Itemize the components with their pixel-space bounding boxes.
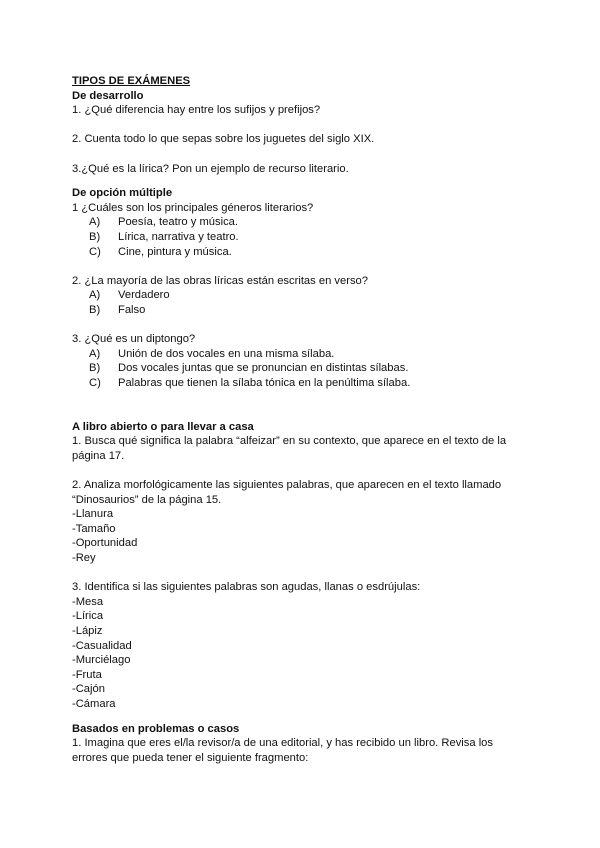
option-label: C) — [89, 245, 101, 258]
option-text: Cine, pintura y música. — [118, 245, 232, 258]
option-item — [72, 376, 512, 391]
section-heading-libro-abierto: A libro abierto o para llevar a casa — [72, 420, 254, 433]
option-item — [72, 303, 512, 318]
question-multiple-3: 3. ¿Qué es un diptongo? — [72, 333, 196, 346]
option-item — [72, 215, 512, 230]
option-text: Poesía, teatro y música. — [118, 216, 239, 229]
question-problemas-1-line-2: errores que pueda tener el siguiente fragmento: — [72, 751, 309, 764]
question-libro-1-line-1: 1. Busca qué significa la palabra “alfeizar” en su contexto, que aparece en el texto de la — [72, 435, 507, 448]
section-heading-problemas: Basados en problemas o casos — [72, 722, 240, 735]
question-libro-2-line-1: 2. Analiza morfológicamente las siguientes palabras, que aparecen en el texto llamado — [72, 479, 502, 492]
blank-line — [72, 118, 512, 133]
option-label: C) — [89, 376, 101, 389]
option-text: Verdadero — [118, 289, 170, 302]
word-item: -Llanura — [72, 508, 114, 521]
word-item: -Lápiz — [72, 624, 103, 637]
word-item: -Fruta — [72, 668, 102, 681]
question-multiple-2: 2. ¿La mayoría de las obras líricas están escritas en verso? — [72, 274, 368, 287]
blank-line — [72, 463, 512, 478]
option-label: A) — [89, 216, 101, 229]
blank-line — [72, 405, 512, 420]
option-item — [72, 347, 512, 362]
option-item — [72, 230, 512, 245]
question-libro-2-line-2: “Dinosaurios” de la página 15. — [72, 493, 222, 506]
option-text: Lírica, narrativa y teatro. — [118, 230, 239, 243]
document-body — [72, 74, 512, 765]
option-label: B) — [89, 362, 101, 375]
word-item: -Murciélago — [72, 654, 131, 667]
blank-line — [72, 566, 512, 581]
word-item: -Oportunidad — [72, 537, 138, 550]
blank-line — [72, 390, 512, 405]
option-text: Unión de dos vocales en una misma sílaba. — [118, 347, 335, 360]
option-label: A) — [89, 289, 101, 302]
word-item: -Mesa — [72, 595, 104, 608]
option-label: A) — [89, 347, 101, 360]
option-label: B) — [89, 230, 101, 243]
question-desarrollo-3: 3.¿Qué es la lírica? Pon un ejemplo de recurso literario. — [72, 162, 349, 175]
word-item: -Tamaño — [72, 522, 116, 535]
blank-line — [72, 318, 512, 333]
option-text: Palabras que tienen la sílaba tónica en la penúltima sílaba. — [118, 376, 411, 389]
option-text: Falso — [118, 303, 146, 316]
word-item: -Cámara — [72, 697, 116, 710]
question-desarrollo-2: 2. Cuenta todo lo que sepas sobre los juguetes del siglo XIX. — [72, 133, 375, 146]
question-libro-1-line-2: página 17. — [72, 449, 125, 462]
section-heading-multiple: De opción múltiple — [72, 187, 173, 200]
word-item: -Lírica — [72, 610, 104, 623]
blank-line — [72, 147, 512, 162]
option-item — [72, 361, 512, 376]
word-item: -Rey — [72, 552, 96, 564]
word-item: -Cajón — [72, 683, 105, 696]
question-desarrollo-1: 1. ¿Qué diferencia hay entre los sufijos y prefijos? — [72, 104, 321, 117]
question-libro-3: 3. Identifica si las siguientes palabras son agudas, llanas o esdrújulas: — [72, 581, 421, 594]
option-item — [72, 245, 512, 260]
document-title: TIPOS DE EXÁMENES — [72, 75, 191, 87]
word-item: -Casualidad — [72, 639, 132, 652]
option-text: Dos vocales juntas que se pronuncian en distintas sílabas. — [118, 362, 409, 375]
blank-line — [72, 259, 512, 274]
question-problemas-1-line-1: 1. Imagina que eres el/la revisor/a de una editorial, y has recibido un libro. Revisa los — [72, 737, 494, 750]
section-heading-desarrollo: De desarrollo — [72, 89, 144, 102]
option-label: B) — [89, 303, 101, 316]
question-multiple-1: 1 ¿Cuáles son los principales géneros literarios? — [72, 201, 314, 214]
option-item — [72, 288, 512, 303]
